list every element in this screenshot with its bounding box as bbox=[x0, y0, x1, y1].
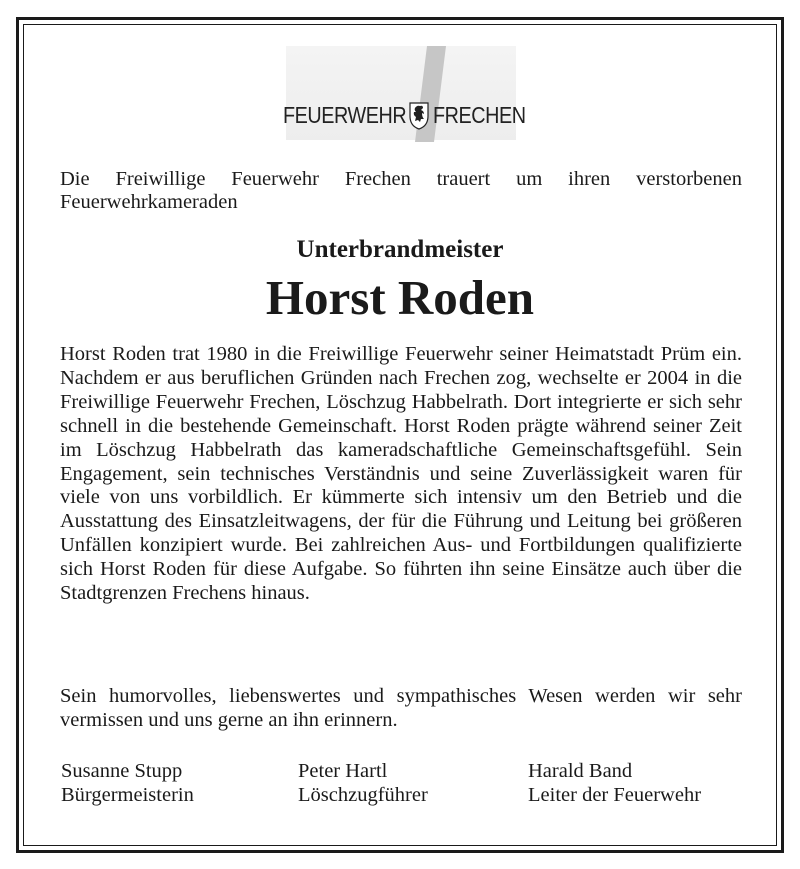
signer-2 bbox=[298, 759, 428, 807]
signer-title: Bürgermeisterin bbox=[61, 784, 194, 806]
signer-title: Leiter der Feuerwehr bbox=[528, 784, 702, 806]
closing-text: Sein humorvolles, liebenswertes und sympathisches Wesen werden wir sehr vermissen und uns gerne an ihn erinnern. bbox=[60, 685, 742, 731]
logo-word-feuerwehr: FEUERWEHR bbox=[283, 102, 407, 128]
signer-1 bbox=[61, 759, 194, 807]
signer-name: Susanne Stupp bbox=[61, 760, 183, 782]
obituary-body: Horst Roden trat 1980 in die Freiwillige Feuerwehr seiner Heimatstadt Prüm ein. Nachdem er aus beruflichen Gründen nach Frechen zog, wechselte er 2004 in die Freiwillige Feuerwehr Frechen, Löschzug Habbelrath. Dort integrierte er sich sehr schnell in die bestehende Gemeinschaft. Horst Roden prägte während seiner Zeit im Löschzug Habbelrath das kameradschaftliche Gemeinschaftsgefühl. Sein Engagement, sein technisches Verständnis und seine Zuverlässigkeit waren für viele von uns vorbildlich. Er kümmerte sich intensiv um den Betrieb und die Ausstattung des Einsatzleitwagens, der für die Führung und Leitung bei größeren Unfällen konzipiert wurde. Bei zahlreichen Aus- und Fortbildungen qualifizierte sich Horst Roden für diese Aufgabe. So führten ihn seine Einsätze auch über die Stadtgrenzen Frechens hinaus. bbox=[60, 343, 742, 605]
signer-title: Löschzugführer bbox=[298, 784, 428, 806]
signer-name: Peter Hartl bbox=[298, 760, 388, 782]
deceased-name: Horst Roden bbox=[265, 270, 535, 325]
lion-crest-icon bbox=[408, 100, 430, 130]
logo-word-frechen: FRECHEN bbox=[433, 102, 526, 128]
signer-name: Harald Band bbox=[528, 760, 633, 782]
signer-3 bbox=[528, 759, 701, 807]
intro-text: Die Freiwillige Feuerwehr Frechen trauert um ihren verstorbenen Feuerwehrkameraden bbox=[60, 168, 742, 213]
deceased-rank: Unterbrandmeister bbox=[296, 236, 504, 263]
